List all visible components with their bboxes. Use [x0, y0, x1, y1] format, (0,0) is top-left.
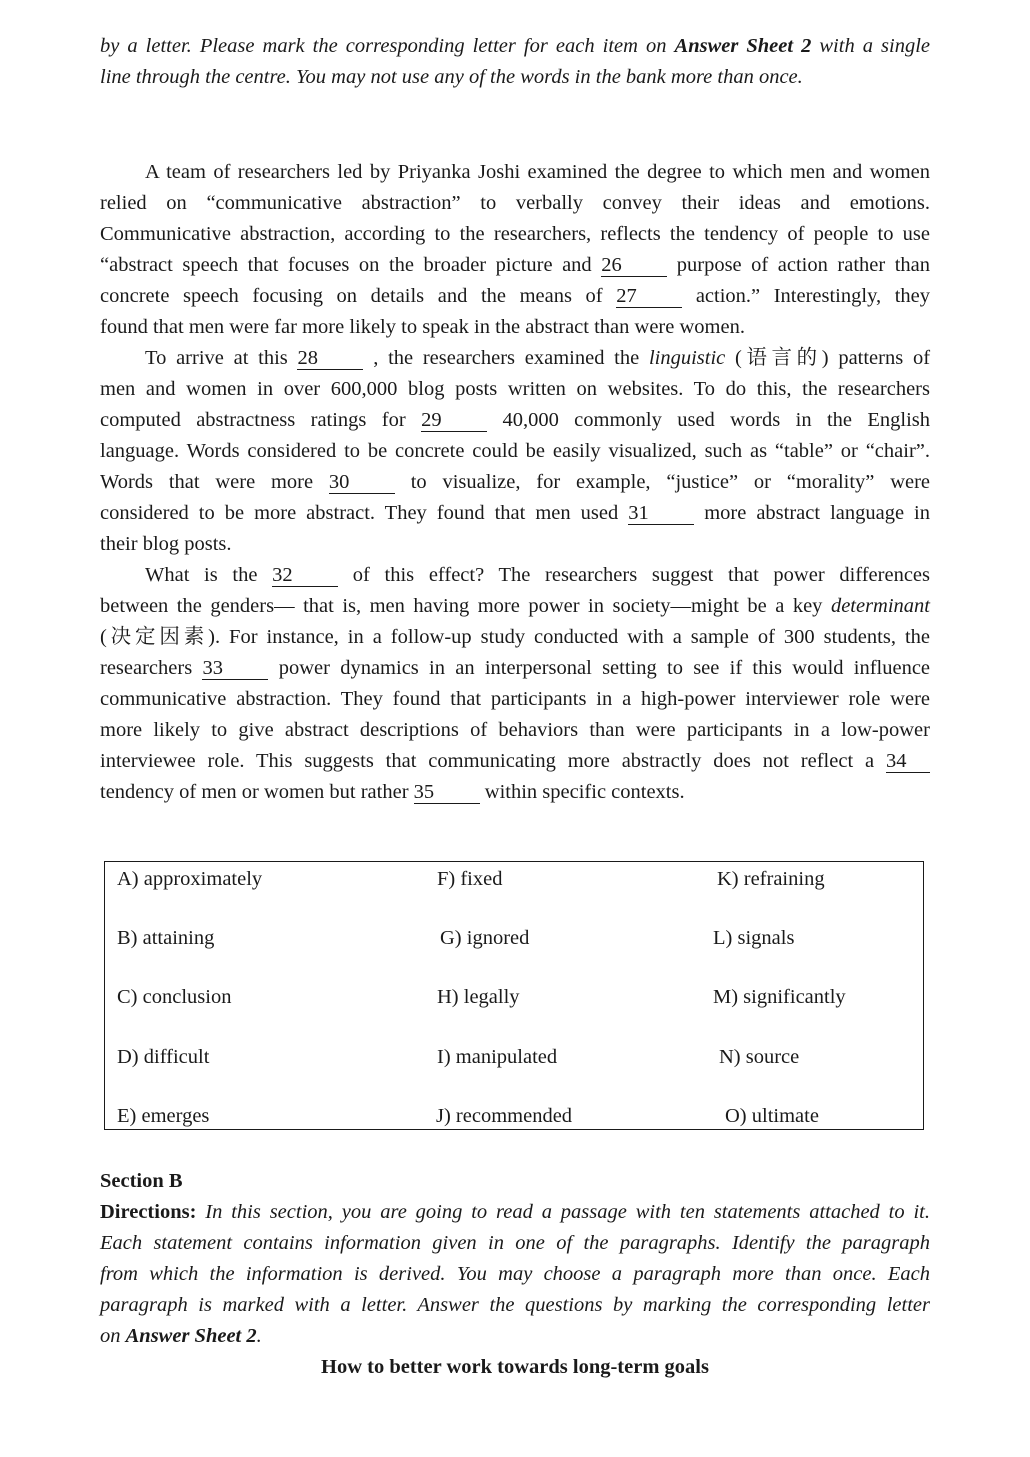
passage-line	[100, 653, 930, 684]
blank-29: 29	[421, 409, 487, 432]
directions-line	[100, 1197, 930, 1228]
cloze-passage	[100, 157, 930, 808]
directions-text: In this section, you are going to read a passage with ten statements attached to it.	[205, 1201, 930, 1223]
text: 40,000 commonly used words in the English	[502, 409, 931, 431]
instruction-line-1	[100, 31, 930, 62]
text: (语言的) patterns of	[735, 347, 931, 369]
word-bank-option: C) conclusion	[117, 986, 232, 1008]
text: action.” Interestingly, they	[695, 285, 931, 307]
word-bank-option: E) emerges	[117, 1105, 210, 1127]
directions-line: paragraph is marked with a letter. Answer the questions by marking the corresponding letter	[100, 1294, 930, 1316]
passage-line	[100, 498, 930, 529]
directions-line: Each statement contains information given in one of the paragraphs. Identify the paragraph	[100, 1232, 930, 1254]
text: concrete speech focusing on details and the means of	[100, 285, 603, 307]
text: To arrive at this	[145, 347, 288, 369]
passage-line: more likely to give abstract descriptions of behaviors than were participants in a low-power	[100, 719, 930, 741]
section-heading: Section B	[100, 1170, 183, 1192]
passage-line	[100, 560, 930, 591]
blank-33: 33	[202, 657, 268, 680]
instruction-text: with a single	[811, 35, 930, 57]
instruction-text: by a letter. Please mark the corresponding letter for each item on	[100, 35, 675, 57]
word-bank-option: G) ignored	[440, 927, 530, 949]
instructions-continued	[100, 31, 930, 93]
directions-text: .	[256, 1325, 262, 1347]
passage-line: communicative abstraction. They found that participants in a high-power interviewer role were	[100, 688, 930, 710]
passage-line	[100, 777, 930, 808]
word-bank-option: D) difficult	[117, 1046, 210, 1068]
text: Words that were more	[100, 471, 314, 493]
word-bank-option: O) ultimate	[725, 1105, 819, 1127]
word-bank-option: M) significantly	[713, 986, 846, 1008]
text: tendency of men or women but rather	[100, 781, 409, 803]
answer-sheet-ref: Answer Sheet 2	[125, 1325, 257, 1347]
passage-line	[100, 250, 930, 281]
passage-line: Communicative abstraction, according to the researchers, reflects the tendency of people to use	[100, 223, 930, 245]
directions-text: on	[100, 1325, 126, 1347]
word-bank-option: L) signals	[713, 927, 795, 949]
blank-27: 27	[616, 285, 682, 308]
answer-sheet-ref: Answer Sheet 2	[674, 35, 812, 57]
italic-term: linguistic	[648, 347, 726, 369]
word-bank-option: H) legally	[437, 986, 520, 1008]
text: researchers	[100, 657, 193, 679]
blank-30: 30	[329, 471, 395, 494]
paragraph-3	[100, 560, 930, 808]
passage-line: language. Words considered to be concrete could be easily visualized, such as “table” or “chair”.	[100, 440, 930, 462]
text: interviewee role. This suggests that communicating more abstractly does not reflect a	[100, 750, 875, 772]
directions-label: Directions:	[100, 1201, 197, 1223]
passage-line: found that men were far more likely to speak in the abstract than were women.	[100, 316, 745, 338]
passage-title: How to better work towards long-term goals	[321, 1356, 709, 1378]
word-bank-option: B) attaining	[117, 927, 215, 949]
text: purpose of action rather than	[676, 254, 931, 276]
blank-31: 31	[628, 502, 694, 525]
text: What is the	[145, 564, 258, 586]
passage-line	[100, 467, 930, 498]
section-b	[100, 1166, 930, 1383]
blank-34: 34	[886, 750, 930, 773]
text: between the genders— that is, men having more power in society—might be a key	[100, 595, 823, 617]
text: computed abstractness ratings for	[100, 409, 406, 431]
paragraph-1	[100, 157, 930, 343]
directions-line	[100, 1321, 930, 1352]
blank-35: 35	[414, 781, 480, 804]
text: considered to be more abstract. They found that men used	[100, 502, 619, 524]
text: to visualize, for example, “justice” or “morality” were	[410, 471, 931, 493]
word-bank-option: A) approximately	[117, 868, 263, 890]
text: more abstract language in	[704, 502, 930, 524]
directions-line: from which the information is derived. You may choose a paragraph more than once. Each	[100, 1263, 930, 1285]
passage-line: their blog posts.	[100, 533, 232, 555]
word-bank-option: I) manipulated	[437, 1046, 558, 1068]
passage-line: (决定因素). For instance, in a follow-up study conducted with a sample of 300 students, the	[100, 626, 930, 648]
blank-32: 32	[272, 564, 338, 587]
word-bank	[104, 861, 924, 1130]
passage-line: men and women in over 600,000 blog posts written on websites. To do this, the researchers	[100, 378, 930, 400]
blank-28: 28	[297, 347, 363, 370]
text: of this effect? The researchers suggest that power differences	[352, 564, 931, 586]
text: , the researchers examined the	[373, 347, 640, 369]
passage-line	[100, 343, 930, 374]
passage-line	[100, 591, 930, 622]
paragraph-2	[100, 343, 930, 560]
passage-line: A team of researchers led by Priyanka Joshi examined the degree to which men and women	[145, 161, 930, 183]
instruction-line-2: line through the centre. You may not use any of the words in the bank more than once.	[100, 66, 803, 88]
text: within specific contexts.	[484, 781, 685, 803]
italic-term: determinant	[830, 595, 931, 617]
passage-line	[100, 281, 930, 312]
passage-line	[100, 746, 930, 777]
word-bank-option: J) recommended	[436, 1105, 573, 1127]
passage-line	[100, 405, 930, 436]
word-bank-option: F) fixed	[437, 868, 503, 890]
blank-26: 26	[601, 254, 667, 277]
text: “abstract speech that focuses on the broader picture and	[100, 254, 592, 276]
word-bank-option: N) source	[719, 1046, 800, 1068]
passage-line: relied on “communicative abstraction” to verbally convey their ideas and emotions.	[100, 192, 930, 214]
word-bank-option: K) refraining	[717, 868, 825, 890]
text: power dynamics in an interpersonal setting to see if this would influence	[278, 657, 931, 679]
